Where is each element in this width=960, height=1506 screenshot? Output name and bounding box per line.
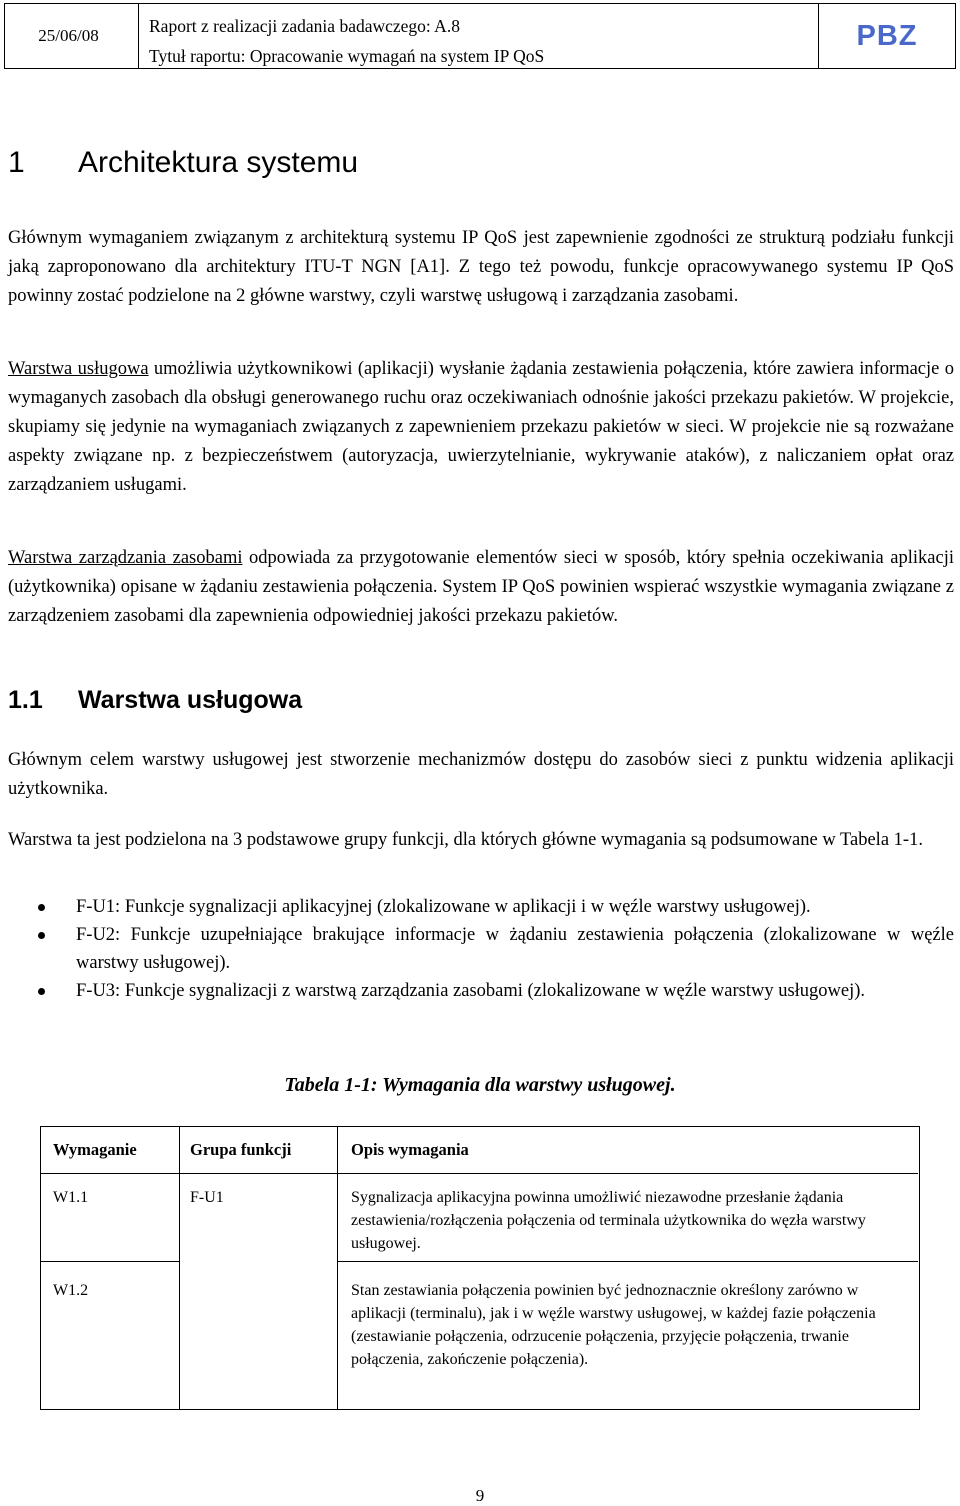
list-item: F-U3: Funkcje sygnalizacji z warstwą zarządzania zasobami (zlokalizowane w węźle warstwy usługowej). [8, 977, 954, 1005]
paragraph-service-layer [8, 355, 954, 500]
table-header-divider [41, 1173, 918, 1174]
list-item: F-U2: Funkcje uzupełniające brakujące informacje w żądaniu zestawienia połączenia (zlokalizowane w węźle warstwy usługowej). [8, 921, 954, 977]
header-text [139, 4, 819, 68]
section-heading-1-1 [8, 686, 302, 715]
table-header-group: Grupa funkcji [190, 1140, 292, 1159]
paragraph-architecture-intro: Głównym wymaganiem związanym z architekturą systemu IP QoS jest zapewnienie zgodności ze strukturą podziału funkcji jaką zaproponowano dla architektury ITU-T NGN [A1]. Z tego też powodu, funkcje opracowywanego systemu IP QoS powinny zostać podzielone na 2 główne warstwy, czyli warstwę usługową i zarządzania zasobami. [8, 228, 954, 306]
table-cell-desc-2: Stan zestawiania połączenia powinien być jednoznacznie określony zarówno w aplikacji (terminalu), jak i w węźle warstwy usługowej, w każdej fazie połączenia (zestawianie połączenia, odrzucenie połączenia, przyjęcie połączenia, trwanie połączenia, zakończenie połączenia). [351, 1282, 876, 1368]
table-cell-group-1: F-U1 [190, 1189, 224, 1206]
function-group-list [8, 893, 954, 1005]
page-header [4, 3, 956, 69]
subsection-number: 1.1 [8, 686, 43, 714]
table-cell-req-2: W1.2 [53, 1282, 89, 1299]
table-header-description: Opis wymagania [351, 1140, 469, 1159]
table-row-divider [41, 1261, 179, 1262]
header-title-line: Tytuł raportu: Opracowanie wymagań na system IP QoS [149, 46, 545, 66]
paragraph-resource-layer [8, 544, 954, 631]
table-header-requirement: Wymaganie [53, 1140, 137, 1159]
table-cell-desc-1: Sygnalizacja aplikacyjna powinna umożliwić niezawodne przesłanie żądania zestawienia/rozłączenia połączenia od terminala użytkownika do węzła warstwy usługowej. [351, 1189, 866, 1252]
section-number: 1 [8, 146, 25, 179]
list-item: F-U1: Funkcje sygnalizacji aplikacyjnej (zlokalizowane w aplikacji i w węźle warstwy usługowej). [8, 893, 954, 921]
paragraph-resource-layer-text: odpowiada za przygotowanie elementów sieci w sposób, który spełnia oczekiwania aplikacji (użytkownika) opisane w żądaniu zestawienia połączenia. System IP QoS powinien wspierać wszystkie wymagania związane z zarządzeniem zasobami dla zapewnienia odpowiedniej jakości przekazu pakietów. [8, 548, 954, 626]
bullet-icon [38, 988, 45, 995]
table-cell-req-1: W1.1 [53, 1189, 89, 1206]
bullet-icon [38, 904, 45, 911]
bullet-icon [38, 932, 45, 939]
table-column-divider [179, 1127, 180, 1409]
paragraph-service-layer-text: umożliwia użytkownikowi (aplikacji) wysłanie żądania zestawienia połączenia, które zawiera informacje o wymaganych zasobach dla obsługi generowanego ruchu oraz oczekiwaniach odnośnie jakości przekazu pakietów. W projekcie, skupiamy się jedynie na wymaganiach związanych z zapewnieniem przekazu pakietów w sieci. W projekcie nie są rozważane aspekty związane np. z bezpieczeństwem (autoryzacja, uwierzytelnianie, wykrywanie ataków), z naliczaniem opłat oraz zarządzaniem usługami. [8, 359, 954, 495]
pbz-logo: PBZ [856, 19, 918, 52]
requirements-table [40, 1126, 920, 1410]
table-caption: Tabela 1-1: Wymagania dla warstwy usługowej. [284, 1074, 676, 1096]
header-report-line: Raport z realizacji zadania badawczego: A.8 [149, 16, 460, 36]
table-column-divider [337, 1127, 338, 1409]
paragraph-service-goal: Głównym celem warstwy usługowej jest stworzenie mechanizmów dostępu do zasobów sieci z punktu widzenia aplikacji użytkownika. [8, 750, 954, 799]
section-title: Architektura systemu [78, 146, 359, 179]
subsection-title: Warstwa usługowa [78, 686, 303, 714]
term-service-layer: Warstwa usługowa [8, 359, 149, 379]
term-resource-layer: Warstwa zarządzania zasobami [8, 548, 243, 568]
section-heading-1 [8, 146, 358, 180]
header-date: 25/06/08 [5, 4, 139, 68]
paragraph-function-groups: Warstwa ta jest podzielona na 3 podstawowe grupy funkcji, dla których główne wymagania są podsumowane w Tabela 1-1. [8, 830, 923, 850]
page-number: 9 [475, 1486, 485, 1505]
table-row-divider [337, 1261, 918, 1262]
